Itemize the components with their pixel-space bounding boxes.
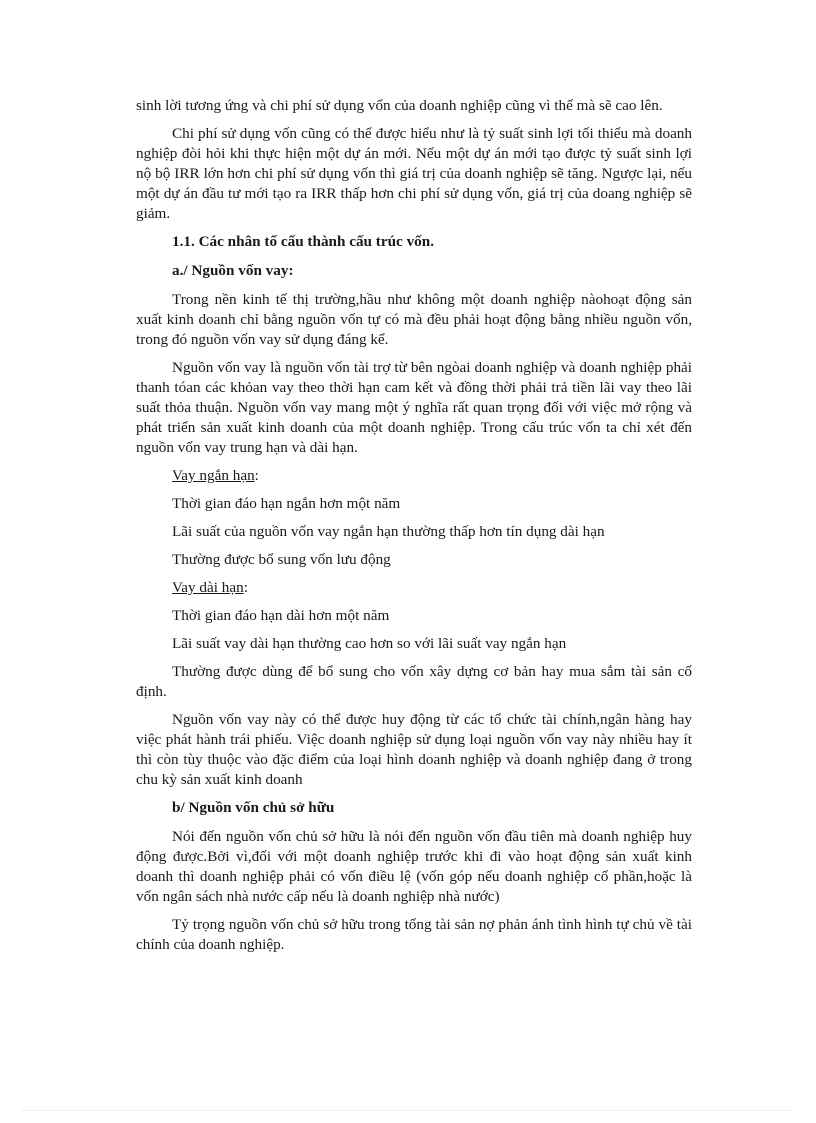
subsection-heading-a: a./ Nguồn vốn vay: [172,262,294,279]
page-footer-rule [22,1110,794,1111]
list-item: Thời gian đáo hạn ngắn hơn một năm [172,495,401,512]
paragraph-intro: sinh lời tương ứng và chi phí sử dụng vốn của doanh nghiệp cũng vì thế mà sẽ cao lên. [136,97,663,114]
paragraph-cost-of-capital: Chi phí sử dụng vốn cũng có thể được hiểu như là tỷ suất sinh lợi tối thiểu mà doanh nghiệp đòi hỏi khi thực hiện một dự án mới. Nếu một dự án mới tạo được tỷ suất sinh lợi nộ bộ IRR lớn hơn chi phí sử dụng vốn thì giá trị của doanh nghiệp sẽ tăng. Ngược lại, nếu một dự án đầu tư mới tạo ra IRR thấp hơn chi phí sử dụng vốn, giá trị của doang nghiệp sẽ giảm. [136,125,692,222]
paragraph-fixed-assets: Thường được dùng để bổ sung cho vốn xây dựng cơ bản hay mua sắm tài sản cố định. [136,663,692,700]
list-item: Thời gian đáo hạn dài hơn một năm [172,607,390,624]
paragraph-loan-capital: Nguồn vốn vay là nguồn vốn tài trợ từ bên ngòai doanh nghiệp và doanh nghiệp phải thanh tóan các khỏan vay theo thời hạn cam kết và đồng thời phải trả tiền lãi vay theo lãi suất thỏa thuận. Nguồn vốn vay mang một ý nghĩa rất quan trọng đối với việc mở rộng và phát triển sản xuất kinh doanh của một doanh nghiệp. Trong cấu trúc vốn ta chỉ xét đến nguồn vốn vay trung hạn và dài hạn. [136,359,692,456]
subsection-heading-b: b/ Nguồn vốn chủ sở hữu [172,799,335,816]
document-page [136,96,692,963]
long-term-loan-title: Vay dài hạn [172,579,244,596]
paragraph-market-economy: Trong nền kinh tế thị trường,hầu như không một doanh nghiệp nàohoạt động sản xuất kinh doanh chỉ bằng nguồn vốn tự có mà đều phải hoạt động bằng nhiều nguồn vốn, trong đó nguồn vốn vay sử dụng đáng kể. [136,291,692,348]
paragraph-loan-sources: Nguồn vốn vay này có thể được huy động từ các tổ chức tài chính,ngân hàng hay việc phát hành trái phiếu. Việc doanh nghiệp sử dụng loại nguồn vốn vay này nhiều hay ít thì còn tùy thuộc vào đặc điểm của loại hình doanh nghiệp và doanh nghiệp đang ở trong chu kỳ sản xuất kinh doanh [136,711,692,788]
paragraph-equity: Nói đến nguồn vốn chủ sở hữu là nói đến nguồn vốn đầu tiên mà doanh nghiệp huy động được.Bởi vì,đối với một doanh nghiệp trước khi đi vào hoạt động sản xuất kinh doanh thì doanh nghiệp phải có vốn điều lệ (vốn góp nếu doanh nghiệp cổ phần,hoặc là vốn ngân sách nhà nước cấp nếu là doanh nghiệp nhà nước) [136,828,692,905]
paragraph-equity-ratio: Tỷ trọng nguồn vốn chủ sở hữu trong tổng tài sản nợ phản ánh tình hình tự chủ về tài chính của doanh nghiệp. [136,916,692,953]
short-term-loan-label: Vay ngắn hạn: [172,467,259,484]
list-item: Lãi suất vay dài hạn thường cao hơn so với lãi suất vay ngắn hạn [172,635,567,652]
section-heading-1-1: 1.1. Các nhân tố cấu thành cấu trúc vốn. [172,233,435,250]
list-item: Lãi suất của nguồn vốn vay ngắn hạn thường thấp hơn tín dụng dài hạn [172,523,605,540]
long-term-loan-label: Vay dài hạn: [172,579,248,596]
short-term-loan-title: Vay ngắn hạn [172,467,255,484]
list-item: Thường được bổ sung vốn lưu động [172,551,391,568]
